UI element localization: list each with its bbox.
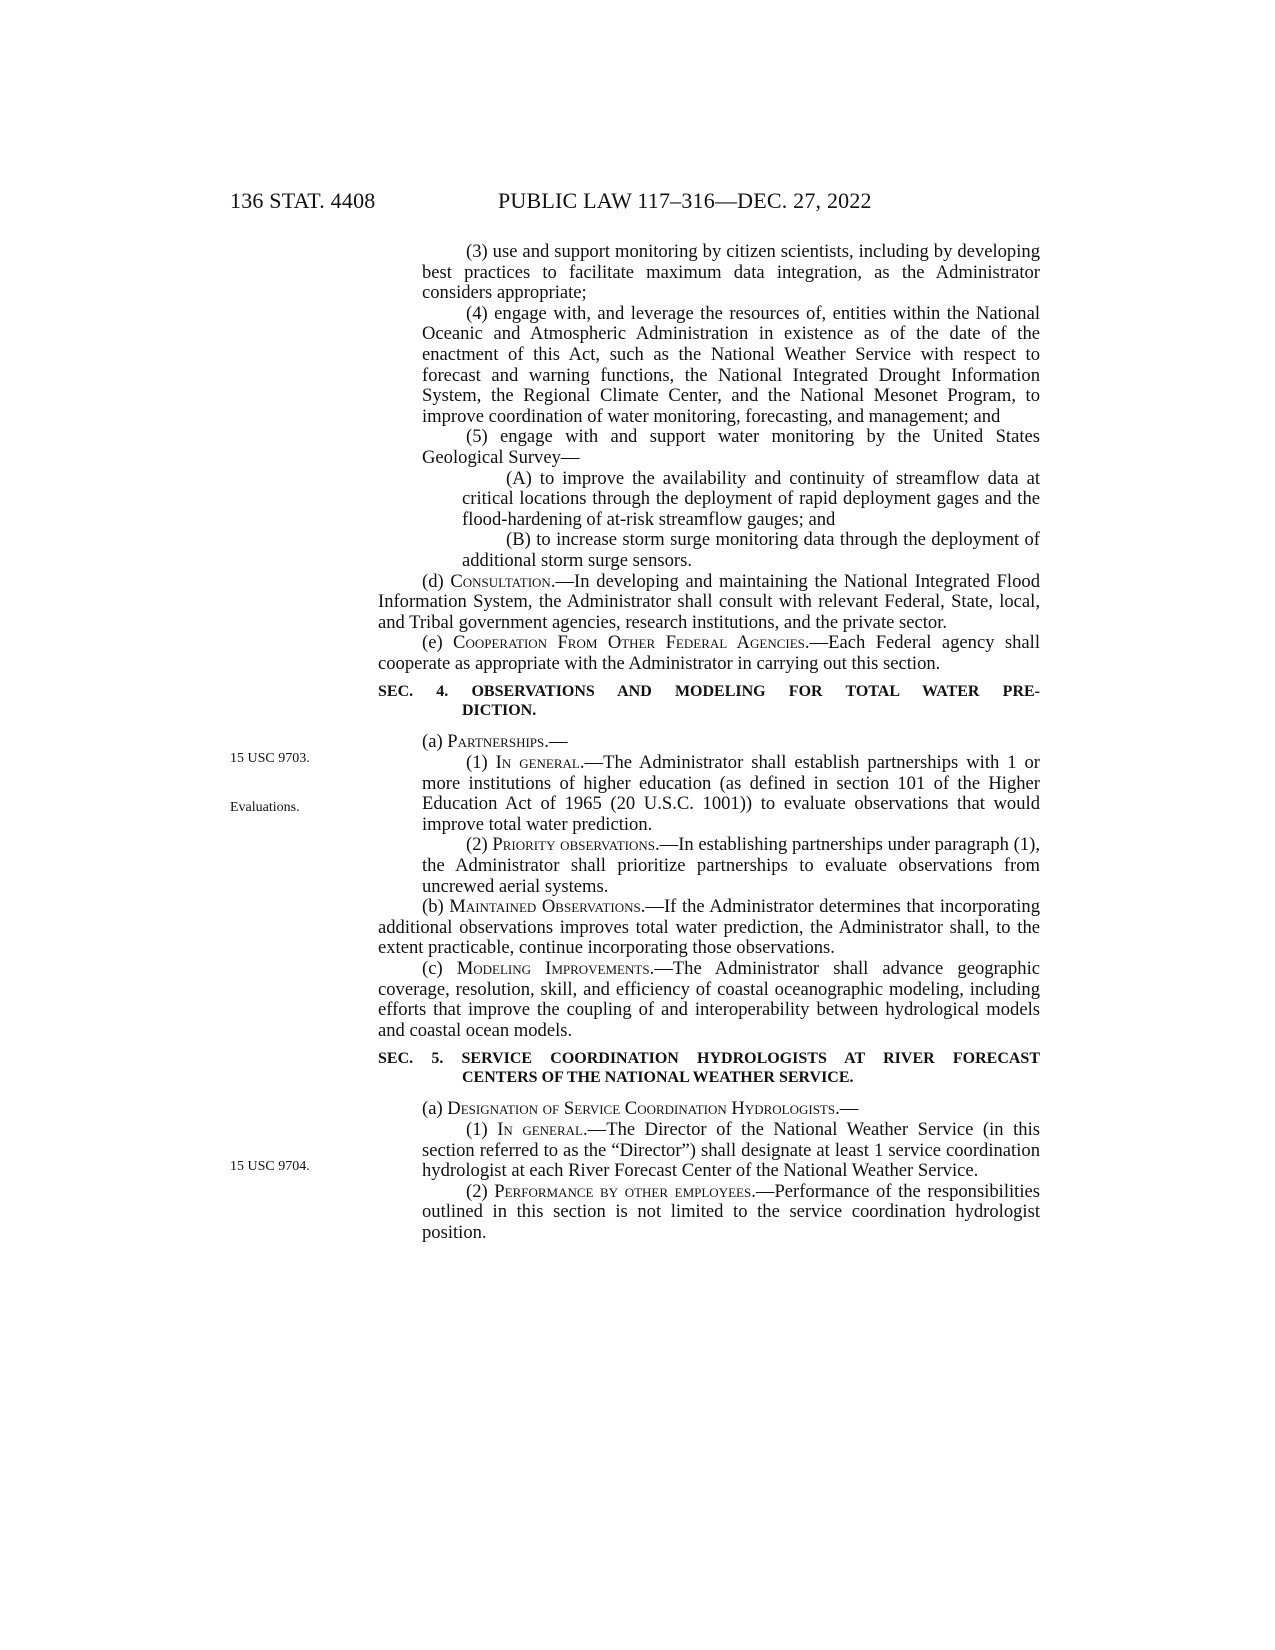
section-5-subsection-a: (a) Designation of Service Coordination Hydrologists.— <box>422 1098 859 1120</box>
section-4-heading: SEC. 4. OBSERVATIONS AND MODELING FOR TOTAL WATER PRE- DICTION. <box>378 683 1040 720</box>
section-4-paragraph-2: (2) Priority observations.—In establishing partnerships under paragraph (1), the Administrator shall prioritize partnerships to evaluate observations from uncrewed aerial systems. <box>422 834 1040 897</box>
section-4-subsection-b: (b) Maintained Observations.—If the Administrator determines that incorporating additional observations improves total water prediction, the Administrator shall, to the extent practicable, continue incorporating those observations. <box>378 896 1040 959</box>
public-law-header: PUBLIC LAW 117–316—DEC. 27, 2022 <box>498 188 872 213</box>
body-text <box>378 242 1040 1244</box>
paragraph-3: (3) use and support monitoring by citizen scientists, including by developing best practices to facilitate maximum data integration, as the Administrator considers appropriate; <box>422 241 1040 304</box>
subsection-d-consultation: (d) Consultation.—In developing and maintaining the National Integrated Flood Information System, the Administrator shall consult with relevant Federal, State, local, and Tribal government agencies, research institutions, and the private sector. <box>378 570 1040 633</box>
section-4-subsection-a: (a) Partnerships.— <box>422 731 568 753</box>
subsection-e-cooperation: (e) Cooperation From Other Federal Agencies.—Each Federal agency shall cooperate as appropriate with the Administrator in carrying out this section. <box>378 632 1041 674</box>
subparagraph-a: (A) to improve the availability and continuity of streamflow data at critical locations through the deployment of rapid deployment gages and the flood-hardening of at-risk streamflow gauges; and <box>462 467 1040 530</box>
margin-note-evaluations: Evaluations. <box>230 800 300 815</box>
subsection-e-heading: Cooperation From Other Federal Agencies <box>453 632 805 654</box>
margin-note-usc-9704: 15 USC 9704. <box>230 1159 310 1174</box>
section-5-paragraph-2: (2) Performance by other employees.—Performance of the responsibilities outlined in this section is not limited to the service coordination hydrologist position. <box>422 1180 1040 1243</box>
section-5-heading: SEC. 5. SERVICE COORDINATION HYDROLOGISTS AT RIVER FORECAST CENTERS OF THE NATIONAL WEATHER SERVICE. <box>378 1050 1040 1087</box>
section-4-paragraph-1: (1) In general.—The Administrator shall establish partnerships with 1 or more institutions of higher education (as defined in section 101 of the Higher Education Act of 1965 (20 U.S.C. 1001)) to evaluate observations that would improve total water prediction. <box>422 752 1041 835</box>
paragraph-5: (5) engage with and support water monitoring by the United States Geological Survey— <box>422 426 1040 468</box>
statute-page-number: 136 STAT. 4408 <box>230 188 376 213</box>
section-5-paragraph-1: (1) In general.—The Director of the National Weather Service (in this section referred to as the “Director”) shall designate at least 1 service coordination hydrologist at each River Forecast Center of the National Weather Service. <box>422 1118 1040 1182</box>
paragraph-4: (4) engage with, and leverage the resources of, entities within the National Oceanic and Atmospheric Administration in existence as of the date of the enactment of this Act, such as the National Weather Service with respect to forecast and warning functions, the National Integrated Drought Information System, the Regional Climate Center, and the National Mesonet Program, to improve coordination of water monitoring, forecasting, and management; and <box>422 302 1040 427</box>
subparagraph-b: (B) to increase storm surge monitoring data through the deployment of additional storm surge sensors. <box>462 529 1040 571</box>
section-4-subsection-c: (c) Modeling Improvements.—The Administrator shall advance geographic coverage, resolution, skill, and efficiency of coastal oceanographic modeling, including efforts that improve the coupling of and interoperability between hydrological models and coastal ocean models. <box>378 958 1040 1041</box>
margin-note-usc-9703: 15 USC 9703. <box>230 751 310 766</box>
subsection-d-heading: Consultation <box>450 570 551 592</box>
